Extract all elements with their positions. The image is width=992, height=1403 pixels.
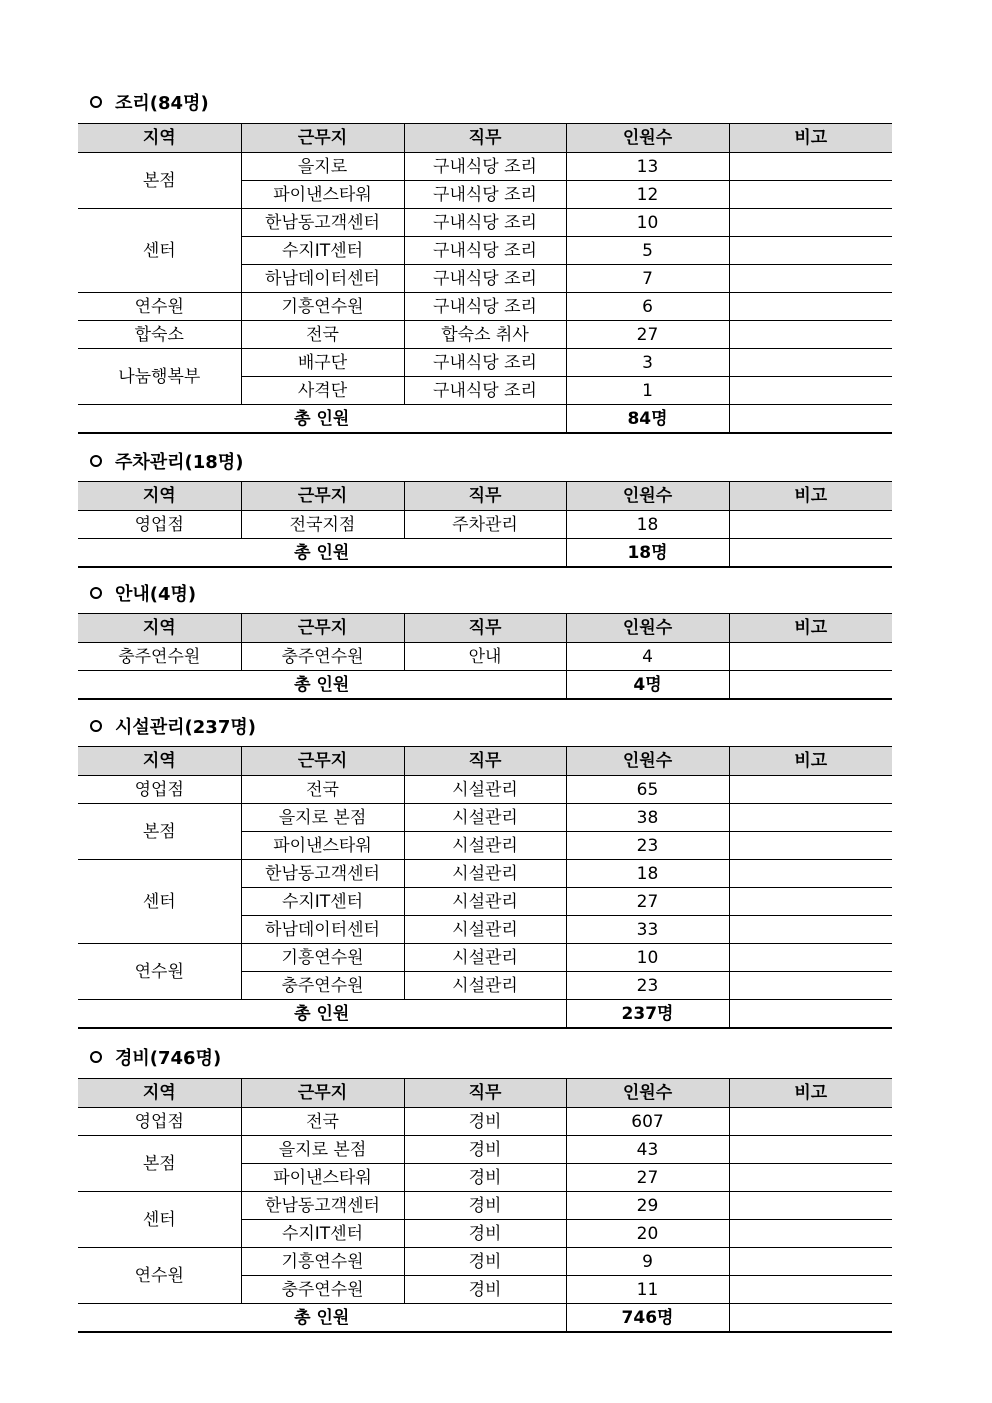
table-row	[78, 1192, 892, 1220]
count-cell: 18	[566, 860, 729, 888]
table-row	[78, 1108, 892, 1136]
table-row	[78, 860, 892, 888]
column-header: 비고	[729, 482, 892, 511]
table-row	[78, 321, 892, 349]
table-row	[78, 209, 892, 237]
job-cell: 시설관리	[404, 860, 566, 888]
count-cell: 12	[566, 181, 729, 209]
total-count: 746명	[566, 1304, 729, 1333]
column-header: 인원수	[566, 124, 729, 153]
column-header: 지역	[78, 482, 241, 511]
job-cell: 시설관리	[404, 888, 566, 916]
job-cell: 경비	[404, 1248, 566, 1276]
note-cell	[729, 888, 892, 916]
count-cell: 23	[566, 972, 729, 1000]
column-header: 인원수	[566, 614, 729, 643]
note-cell	[729, 511, 892, 539]
site-cell: 파이낸스타워	[241, 181, 404, 209]
job-cell: 합숙소 취사	[404, 321, 566, 349]
region-cell: 영업점	[78, 511, 241, 539]
section-title: 시설관리(237명)	[90, 716, 256, 740]
total-note	[729, 671, 892, 700]
table-row	[78, 804, 892, 832]
table-row	[78, 776, 892, 804]
table-header-row	[78, 747, 892, 776]
note-cell	[729, 1220, 892, 1248]
note-cell	[729, 265, 892, 293]
count-cell: 10	[566, 944, 729, 972]
column-header: 근무지	[241, 124, 404, 153]
region-cell: 영업점	[78, 776, 241, 804]
job-cell: 시설관리	[404, 832, 566, 860]
region-cell: 연수원	[78, 293, 241, 321]
total-row	[78, 1304, 892, 1333]
count-cell: 6	[566, 293, 729, 321]
column-header: 근무지	[241, 747, 404, 776]
site-cell: 전국지점	[241, 511, 404, 539]
site-cell: 한남동고객센터	[241, 1192, 404, 1220]
total-row	[78, 405, 892, 434]
bullet-icon	[90, 455, 102, 467]
total-row	[78, 671, 892, 700]
job-cell: 안내	[404, 643, 566, 671]
job-cell: 구내식당 조리	[404, 377, 566, 405]
site-cell: 배구단	[241, 349, 404, 377]
note-cell	[729, 643, 892, 671]
bullet-icon	[90, 96, 102, 108]
column-header: 근무지	[241, 614, 404, 643]
job-cell: 구내식당 조리	[404, 209, 566, 237]
region-cell: 나눔행복부	[78, 349, 241, 405]
note-cell	[729, 1108, 892, 1136]
site-cell: 을지로 본점	[241, 1136, 404, 1164]
total-label: 총 인원	[78, 671, 566, 700]
column-header: 인원수	[566, 1079, 729, 1108]
job-cell: 시설관리	[404, 944, 566, 972]
section-title: 경비(746명)	[90, 1047, 221, 1071]
count-cell: 7	[566, 265, 729, 293]
region-cell: 합숙소	[78, 321, 241, 349]
job-cell: 구내식당 조리	[404, 349, 566, 377]
job-cell: 경비	[404, 1108, 566, 1136]
count-cell: 27	[566, 1164, 729, 1192]
site-cell: 기흥연수원	[241, 293, 404, 321]
note-cell	[729, 832, 892, 860]
section-title: 안내(4명)	[90, 583, 196, 607]
note-cell	[729, 1276, 892, 1304]
column-header: 비고	[729, 747, 892, 776]
column-header: 인원수	[566, 482, 729, 511]
table-row	[78, 511, 892, 539]
region-cell: 센터	[78, 1192, 241, 1248]
count-cell: 11	[566, 1276, 729, 1304]
count-cell: 27	[566, 321, 729, 349]
total-row	[78, 1000, 892, 1029]
note-cell	[729, 349, 892, 377]
total-note	[729, 405, 892, 434]
count-cell: 27	[566, 888, 729, 916]
count-cell: 4	[566, 643, 729, 671]
site-cell: 을지로 본점	[241, 804, 404, 832]
table-row	[78, 349, 892, 377]
job-cell: 구내식당 조리	[404, 265, 566, 293]
job-cell: 시설관리	[404, 804, 566, 832]
note-cell	[729, 377, 892, 405]
site-cell: 기흥연수원	[241, 1248, 404, 1276]
count-cell: 1	[566, 377, 729, 405]
region-cell: 충주연수원	[78, 643, 241, 671]
note-cell	[729, 804, 892, 832]
job-cell: 시설관리	[404, 972, 566, 1000]
staff-table	[78, 481, 892, 568]
staff-table	[78, 746, 892, 1029]
count-cell: 9	[566, 1248, 729, 1276]
total-note	[729, 1304, 892, 1333]
total-count: 237명	[566, 1000, 729, 1029]
region-cell: 본점	[78, 153, 241, 209]
site-cell: 하남데이터센터	[241, 265, 404, 293]
note-cell	[729, 776, 892, 804]
bullet-icon	[90, 1051, 102, 1063]
count-cell: 18	[566, 511, 729, 539]
site-cell: 하남데이터센터	[241, 916, 404, 944]
note-cell	[729, 153, 892, 181]
site-cell: 을지로	[241, 153, 404, 181]
site-cell: 사격단	[241, 377, 404, 405]
region-cell: 센터	[78, 209, 241, 293]
site-cell: 충주연수원	[241, 643, 404, 671]
total-count: 84명	[566, 405, 729, 434]
table-row	[78, 944, 892, 972]
table-row	[78, 153, 892, 181]
total-label: 총 인원	[78, 539, 566, 568]
job-cell: 구내식당 조리	[404, 237, 566, 265]
count-cell: 5	[566, 237, 729, 265]
column-header: 지역	[78, 614, 241, 643]
column-header: 인원수	[566, 747, 729, 776]
note-cell	[729, 1192, 892, 1220]
count-cell: 13	[566, 153, 729, 181]
table-row	[78, 1248, 892, 1276]
count-cell: 20	[566, 1220, 729, 1248]
job-cell: 경비	[404, 1220, 566, 1248]
bullet-icon	[90, 720, 102, 732]
total-note	[729, 1000, 892, 1029]
section-title: 주차관리(18명)	[90, 451, 243, 475]
note-cell	[729, 944, 892, 972]
site-cell: 수지IT센터	[241, 1220, 404, 1248]
job-cell: 구내식당 조리	[404, 181, 566, 209]
note-cell	[729, 237, 892, 265]
column-header: 비고	[729, 614, 892, 643]
column-header: 비고	[729, 1079, 892, 1108]
note-cell	[729, 972, 892, 1000]
region-cell: 연수원	[78, 944, 241, 1000]
site-cell: 한남동고객센터	[241, 209, 404, 237]
column-header: 근무지	[241, 1079, 404, 1108]
total-label: 총 인원	[78, 1000, 566, 1029]
job-cell: 경비	[404, 1164, 566, 1192]
site-cell: 파이낸스타워	[241, 832, 404, 860]
job-cell: 경비	[404, 1136, 566, 1164]
column-header: 지역	[78, 1079, 241, 1108]
note-cell	[729, 916, 892, 944]
site-cell: 수지IT센터	[241, 888, 404, 916]
table-row	[78, 293, 892, 321]
job-cell: 구내식당 조리	[404, 293, 566, 321]
region-cell: 본점	[78, 1136, 241, 1192]
staff-table	[78, 123, 892, 434]
job-cell: 시설관리	[404, 916, 566, 944]
total-row	[78, 539, 892, 568]
note-cell	[729, 1136, 892, 1164]
count-cell: 3	[566, 349, 729, 377]
region-cell: 영업점	[78, 1108, 241, 1136]
region-cell: 본점	[78, 804, 241, 860]
column-header: 지역	[78, 124, 241, 153]
site-cell: 전국	[241, 776, 404, 804]
note-cell	[729, 1248, 892, 1276]
note-cell	[729, 181, 892, 209]
column-header: 직무	[404, 124, 566, 153]
total-count: 18명	[566, 539, 729, 568]
total-label: 총 인원	[78, 405, 566, 434]
job-cell: 시설관리	[404, 776, 566, 804]
count-cell: 43	[566, 1136, 729, 1164]
count-cell: 65	[566, 776, 729, 804]
table-row	[78, 643, 892, 671]
total-count: 4명	[566, 671, 729, 700]
note-cell	[729, 1164, 892, 1192]
table-header-row	[78, 482, 892, 511]
table-row	[78, 1136, 892, 1164]
site-cell: 전국	[241, 1108, 404, 1136]
column-header: 근무지	[241, 482, 404, 511]
site-cell: 충주연수원	[241, 1276, 404, 1304]
bullet-icon	[90, 587, 102, 599]
note-cell	[729, 321, 892, 349]
staff-table	[78, 613, 892, 700]
column-header: 직무	[404, 1079, 566, 1108]
note-cell	[729, 293, 892, 321]
total-label: 총 인원	[78, 1304, 566, 1333]
job-cell: 경비	[404, 1192, 566, 1220]
column-header: 직무	[404, 482, 566, 511]
count-cell: 10	[566, 209, 729, 237]
table-header-row	[78, 124, 892, 153]
staff-table	[78, 1078, 892, 1333]
job-cell: 경비	[404, 1276, 566, 1304]
count-cell: 29	[566, 1192, 729, 1220]
section-title: 조리(84명)	[90, 92, 209, 116]
job-cell: 주차관리	[404, 511, 566, 539]
count-cell: 607	[566, 1108, 729, 1136]
note-cell	[729, 860, 892, 888]
region-cell: 센터	[78, 860, 241, 944]
count-cell: 23	[566, 832, 729, 860]
site-cell: 파이낸스타워	[241, 1164, 404, 1192]
count-cell: 33	[566, 916, 729, 944]
column-header: 지역	[78, 747, 241, 776]
table-header-row	[78, 614, 892, 643]
site-cell: 수지IT센터	[241, 237, 404, 265]
note-cell	[729, 209, 892, 237]
column-header: 비고	[729, 124, 892, 153]
site-cell: 충주연수원	[241, 972, 404, 1000]
site-cell: 기흥연수원	[241, 944, 404, 972]
column-header: 직무	[404, 747, 566, 776]
site-cell: 한남동고객센터	[241, 860, 404, 888]
count-cell: 38	[566, 804, 729, 832]
job-cell: 구내식당 조리	[404, 153, 566, 181]
region-cell: 연수원	[78, 1248, 241, 1304]
site-cell: 전국	[241, 321, 404, 349]
column-header: 직무	[404, 614, 566, 643]
table-header-row	[78, 1079, 892, 1108]
total-note	[729, 539, 892, 568]
